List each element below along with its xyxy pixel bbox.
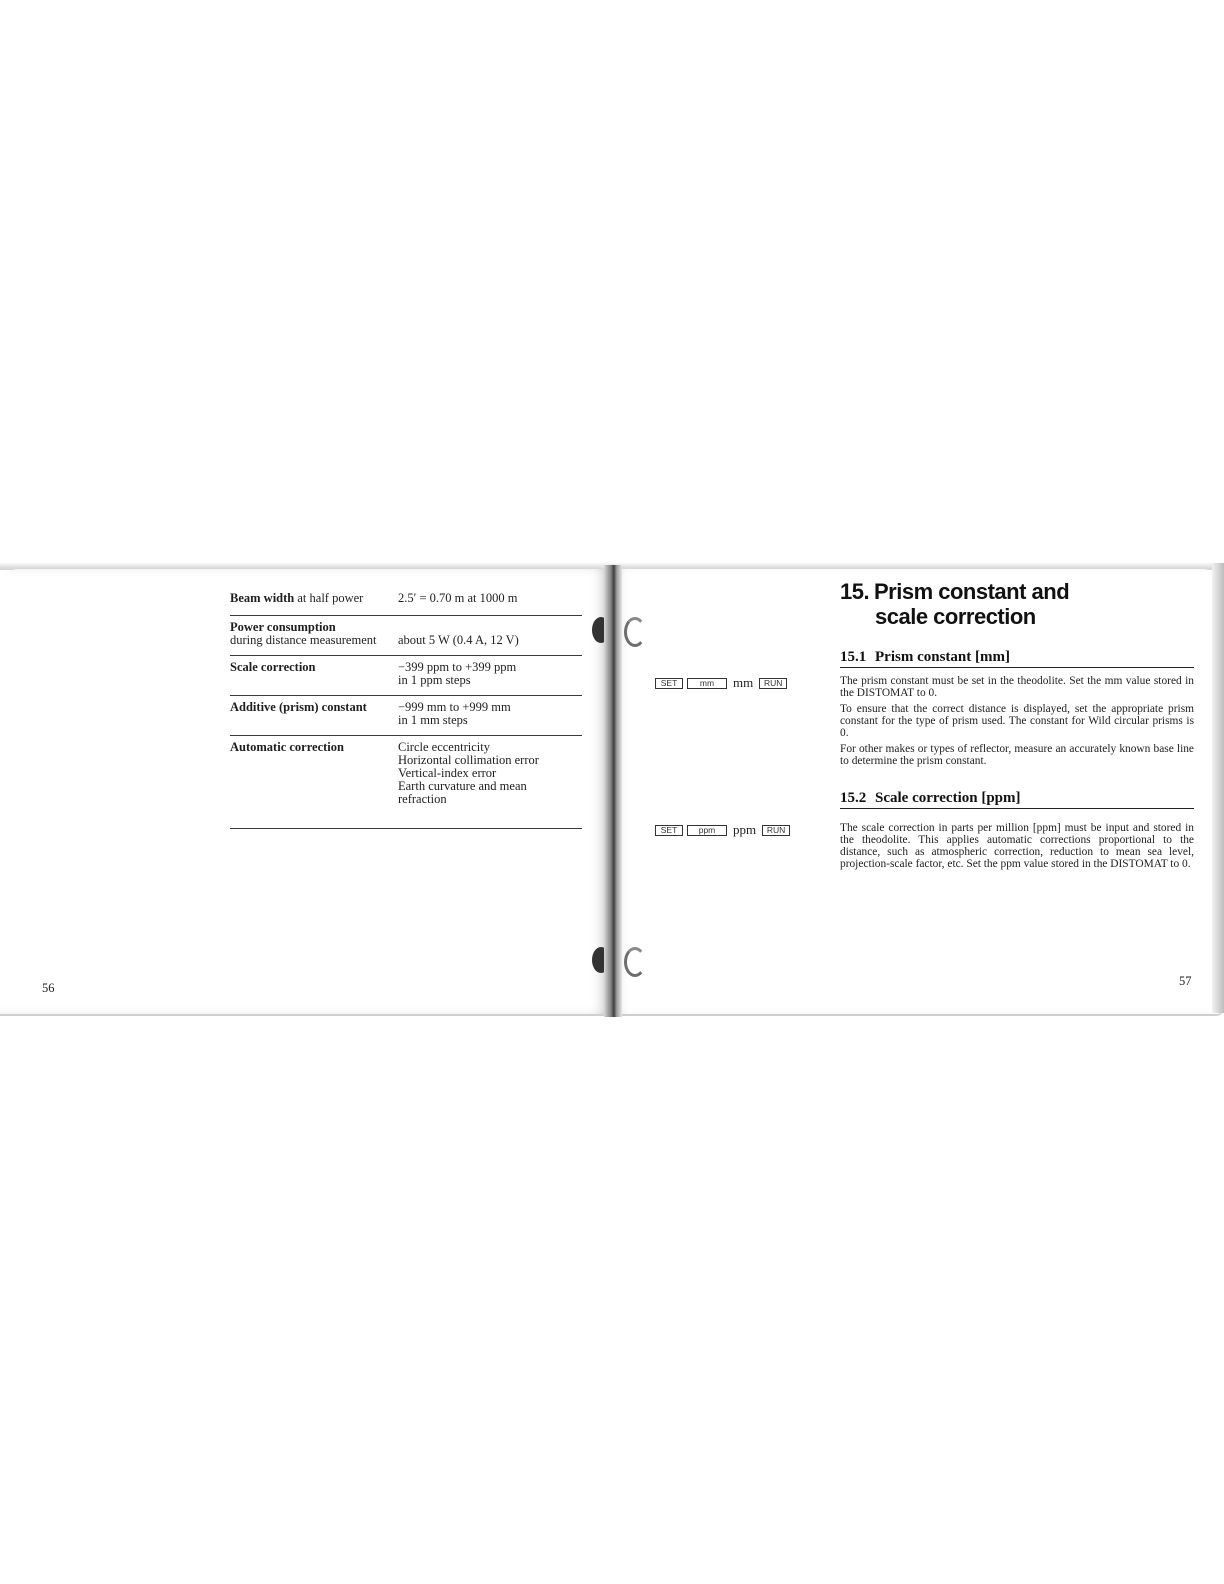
- chapter-heading: 15. Prism constant and scale correction: [840, 579, 1070, 629]
- paragraph: For other makes or types of reflector, measure an accurately known base line to determine the prism constant.: [840, 743, 1194, 767]
- binding-hole-icon: [624, 617, 646, 647]
- paragraph: The scale correction in parts per million [ppm] must be input and stored in the theodolite. This applies automatic corrections proportional to the distance, such as atmospheric correction, reduction to mean sea level, projection-scale factor, etc. Set the ppm value stored in the DISTOMAT to 0.: [840, 822, 1194, 870]
- spec-value: Circle eccentricity Horizontal collimation error Vertical-index error Earth curvature and mean refraction: [398, 740, 539, 806]
- spec-value: about 5 W (0.4 A, 12 V): [398, 633, 519, 647]
- spec-value: −999 mm to +999 mm in 1 mm steps: [398, 700, 511, 727]
- run-key: RUN: [762, 825, 790, 836]
- set-key: SET: [655, 678, 683, 689]
- run-key: RUN: [759, 678, 787, 689]
- binding-hole-icon: [624, 947, 646, 977]
- spec-label: Scale correction: [230, 660, 316, 674]
- spec-row-additive-constant: [230, 696, 582, 736]
- unit-label: ppm: [733, 822, 757, 837]
- ppm-key: ppm: [687, 825, 727, 836]
- set-key: SET: [655, 825, 683, 836]
- section-heading-scale-correction: 15.2 Scale correction [ppm]: [840, 790, 1194, 809]
- spec-label: Additive (prism) constant: [230, 700, 367, 714]
- book-gutter: [604, 565, 622, 1017]
- spec-value: 2.5′ = 0.70 m at 1000 m: [398, 591, 518, 605]
- right-page: [612, 569, 1224, 1016]
- key-sequence-scale: [655, 822, 790, 838]
- spec-value: −399 ppm to +399 ppm in 1 ppm steps: [398, 660, 517, 687]
- spec-row-beam-width: [230, 587, 582, 616]
- page-number-right: 57: [1179, 974, 1192, 988]
- page-number-left: 56: [42, 981, 55, 995]
- spec-row-scale-correction: [230, 656, 582, 696]
- left-page: [0, 569, 612, 1016]
- spec-label: Automatic correction: [230, 740, 344, 754]
- page-edge: [1212, 563, 1224, 1013]
- section-heading-prism-constant: 15.1 Prism constant [mm]: [840, 649, 1194, 668]
- spec-row-power-consumption: [230, 616, 582, 656]
- spec-label: Power consumption during distance measurement: [230, 620, 377, 647]
- spec-table: [230, 587, 582, 829]
- paragraph: The prism constant must be set in the theodolite. Set the mm value stored in the DISTOMAT to 0.: [840, 675, 1194, 699]
- mm-key: mm: [687, 678, 727, 689]
- spec-row-automatic-correction: [230, 736, 582, 829]
- spec-label: Beam width at half power: [230, 591, 364, 605]
- paragraph: To ensure that the correct distance is displayed, set the appropriate prism constant for the type of prism used. The constant for Wild circular prisms is 0.: [840, 703, 1194, 739]
- unit-label: mm: [733, 675, 754, 690]
- key-sequence-prism: [655, 675, 787, 691]
